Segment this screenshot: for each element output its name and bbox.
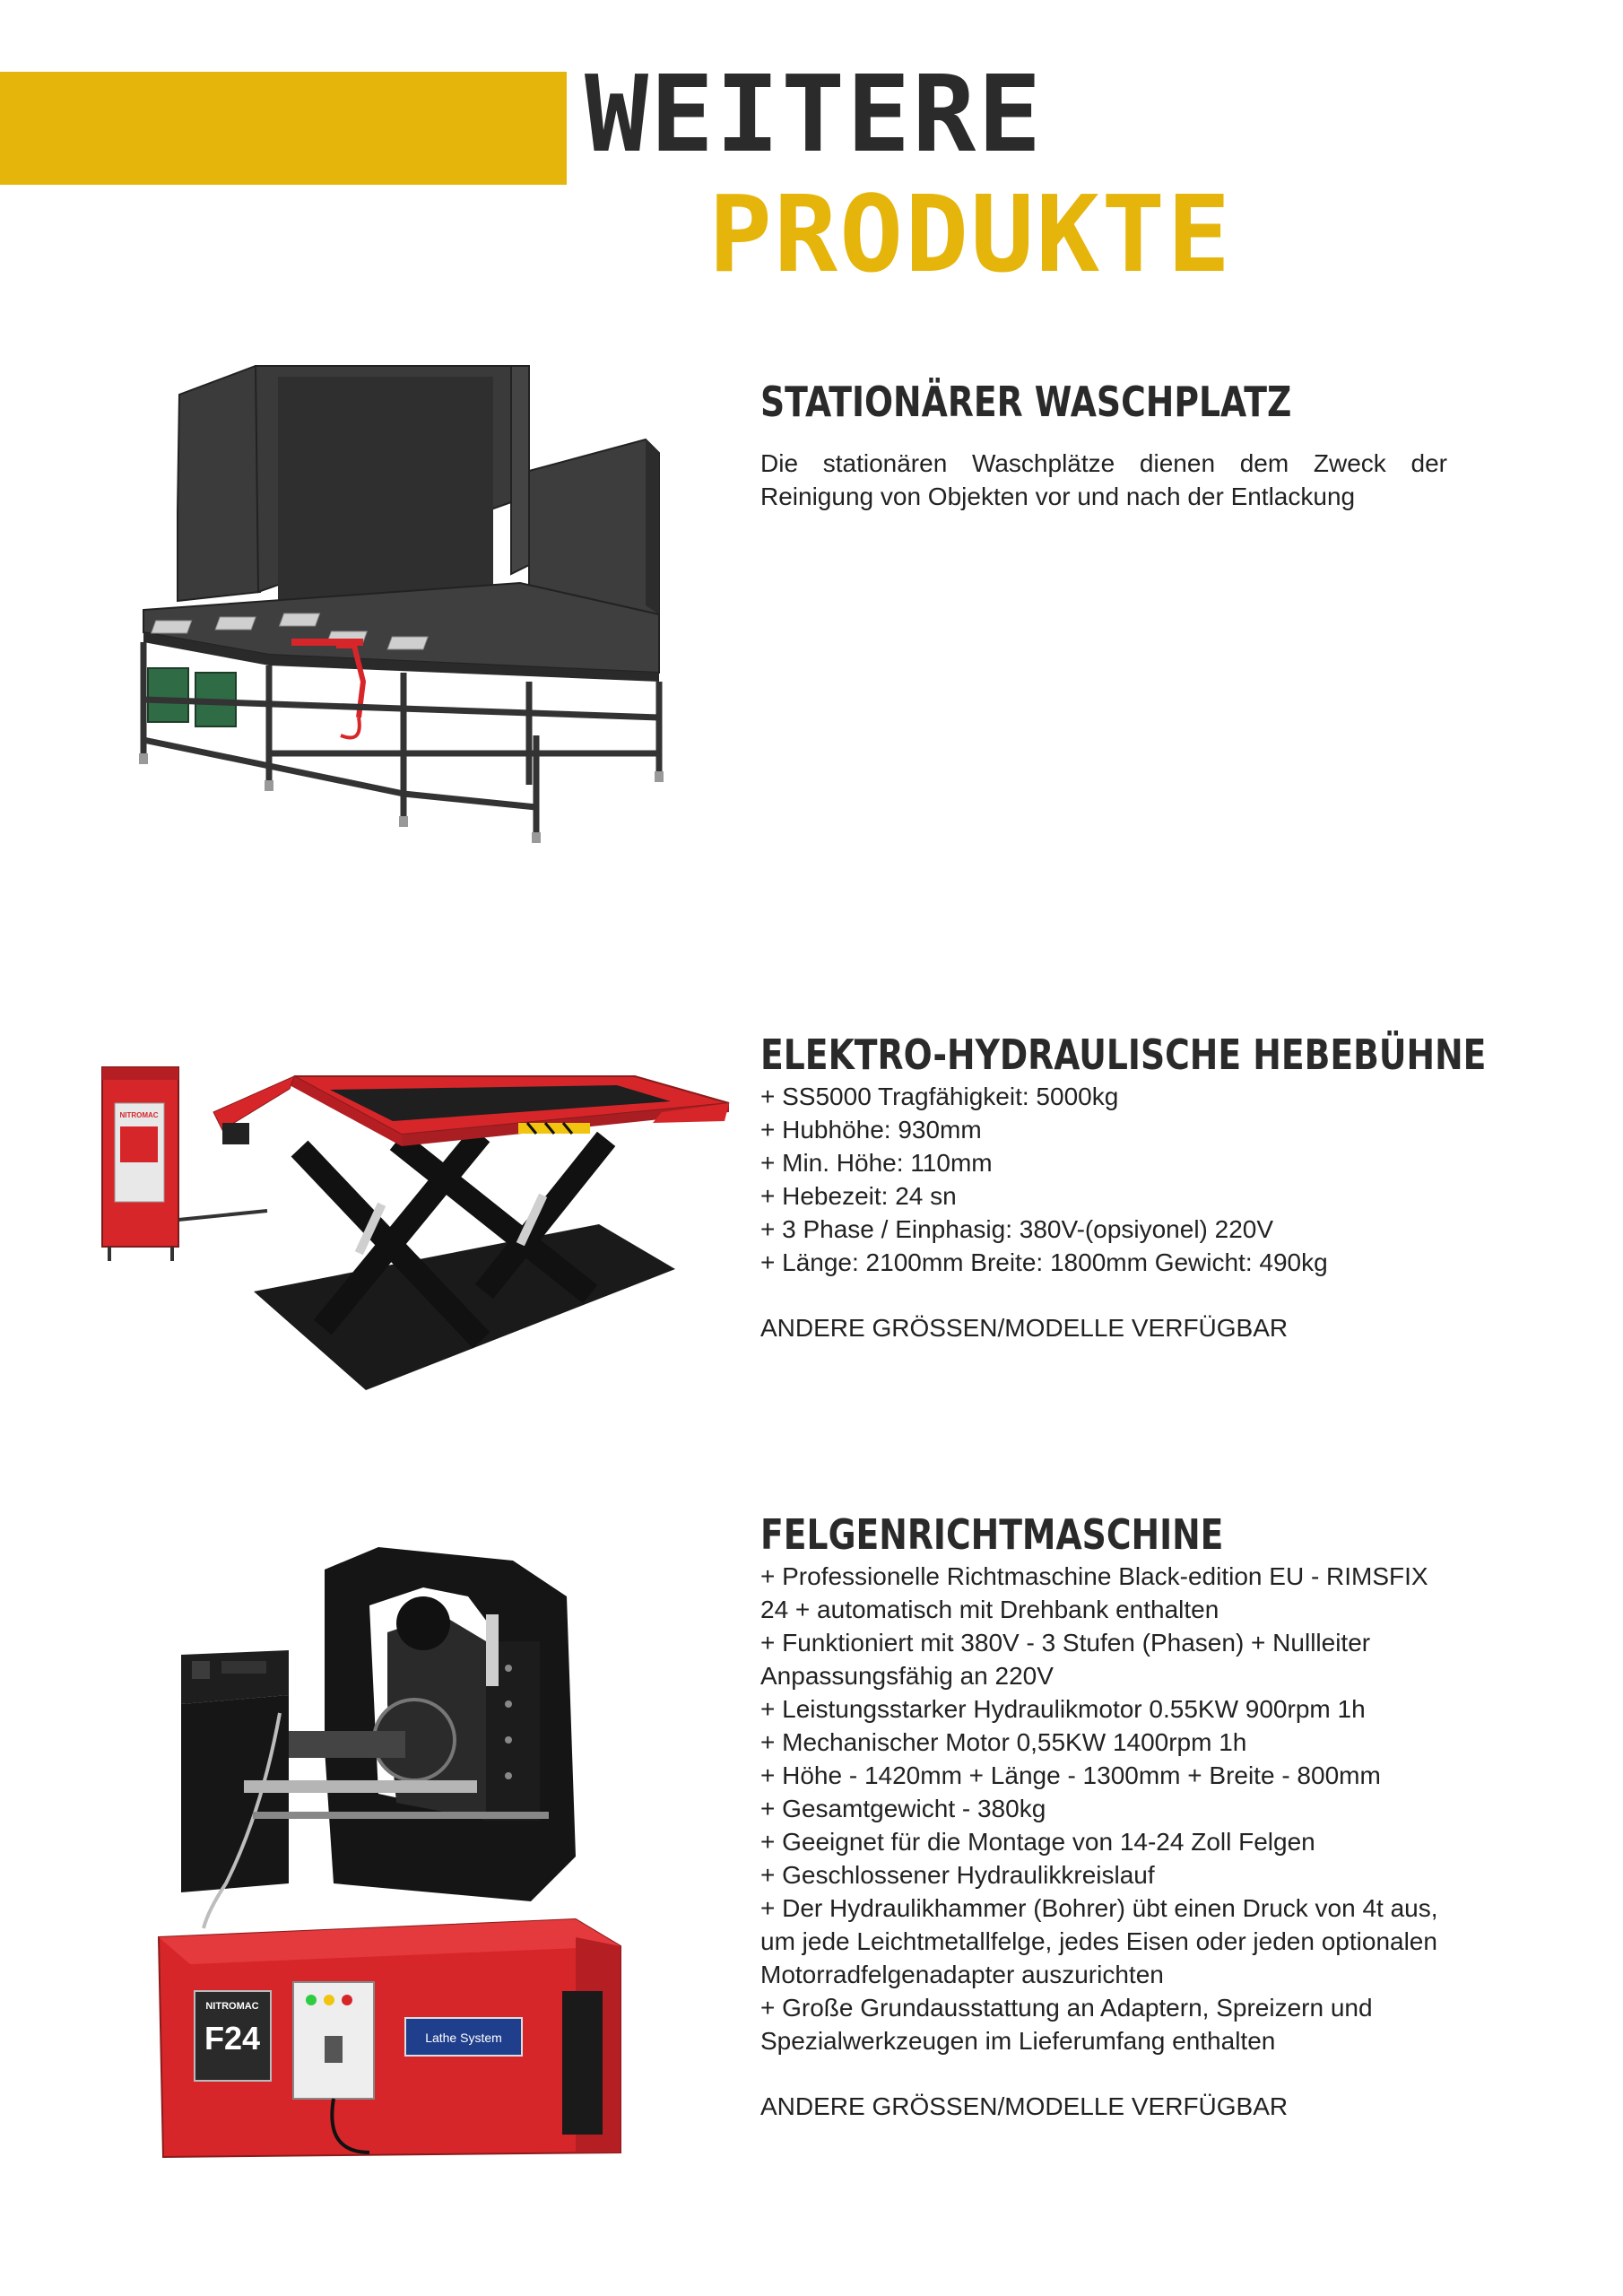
- spec-item: + Geeignet für die Montage von 14-24 Zoll Felgen: [760, 1828, 1315, 1856]
- spec-item: + Hebezeit: 24 sn: [760, 1182, 957, 1210]
- spec-item: + Mechanischer Motor 0,55KW 1400rpm 1h: [760, 1728, 1247, 1756]
- spec-item: + Professionelle Richtmaschine Black-edition EU - RIMSFIX 24 + automatisch mit Drehbank enthalten: [760, 1562, 1428, 1623]
- wash-station-image: [135, 359, 681, 843]
- product-title: ELEKTRO-HYDRAULISCHE HEBEBÜHNE: [760, 1031, 1487, 1079]
- page-title-line-2: PRODUKTE: [708, 172, 1233, 296]
- product-wash-station: [760, 377, 1447, 513]
- spec-item: + SS5000 Tragfähigkeit: 5000kg: [760, 1083, 1119, 1110]
- lathe-system-badge: Lathe System: [425, 2031, 502, 2045]
- spec-item: + Min. Höhe: 110mm: [760, 1149, 993, 1177]
- product-description: Die stationären Waschplätze dienen dem Zweck der Reinigung von Objekten vor und nach der Entlackung: [760, 449, 1447, 510]
- spec-item: + Geschlossener Hydraulikkreislauf: [760, 1861, 1155, 1889]
- spec-item: + Große Grundausstattung an Adaptern, Spreizern und Spezialwerkzeugen im Lieferumfang enthalten: [760, 1994, 1373, 2055]
- spec-list: [760, 1080, 1447, 1279]
- page-title-line-1: WEITERE: [585, 52, 1044, 176]
- header-accent-bar: [0, 72, 567, 185]
- product-hydraulic-lift: [760, 1030, 1487, 1344]
- spec-item: + 3 Phase / Einphasig: 380V-(opsiyonel) 220V: [760, 1215, 1274, 1243]
- spec-item: + Länge: 2100mm Breite: 1800mm Gewicht: 490kg: [760, 1248, 1328, 1276]
- spec-item: + Hubhöhe: 930mm: [760, 1116, 982, 1144]
- product-title: FELGENRICHTMASCHINE: [760, 1510, 1224, 1559]
- spec-item: + Höhe - 1420mm + Länge - 1300mm + Breite - 800mm: [760, 1761, 1381, 1789]
- spec-item: + Der Hydraulikhammer (Bohrer) übt einen Druck von 4t aus, um jede Leichtmetallfelge, jedes Eisen oder jeden optionalen Motorradfelgenadapter auszurichten: [760, 1894, 1438, 1988]
- spec-item: + Gesamtgewicht - 380kg: [760, 1795, 1046, 1822]
- availability-note: ANDERE GRÖSSEN/MODELLE VERFÜGBAR: [760, 2092, 1289, 2120]
- rim-straightening-machine-image: [154, 1525, 629, 2161]
- availability-note: ANDERE GRÖSSEN/MODELLE VERFÜGBAR: [760, 1314, 1289, 1342]
- machine-brand-label: NITROMAC: [205, 2001, 259, 2012]
- hydraulic-lift-image: [97, 1058, 742, 1417]
- lift-controller-brand: NITROMAC: [119, 1111, 159, 1119]
- spec-item: + Leistungsstarker Hydraulikmotor 0.55KW 900rpm 1h: [760, 1695, 1366, 1723]
- product-title: STATIONÄRER WASCHPLATZ: [760, 378, 1292, 426]
- spec-item: + Funktioniert mit 380V - 3 Stufen (Phasen) + Nullleiter Anpassungsfähig an 220V: [760, 1629, 1371, 1690]
- spec-list: [760, 1560, 1447, 2057]
- machine-model-label: F24: [204, 2020, 261, 2057]
- product-rim-straightening-machine: [760, 1509, 1447, 2123]
